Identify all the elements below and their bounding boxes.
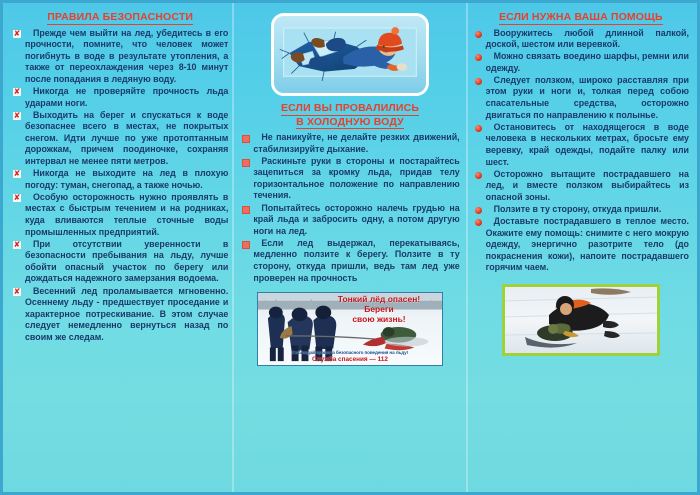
poster-title xyxy=(319,294,439,324)
list-item xyxy=(473,216,689,274)
list-item xyxy=(12,28,228,86)
heading-safety-rules xyxy=(12,11,228,25)
x-mark-icon: ✘ xyxy=(13,86,21,96)
list-item xyxy=(473,75,689,121)
heading-if-help-needed-text: ЕСЛИ НУЖНА ВАША ПОМОЩЬ xyxy=(498,11,663,23)
list-item xyxy=(12,192,228,238)
if-you-fell-through-list xyxy=(240,132,459,284)
red-dot-icon xyxy=(475,207,482,214)
list-item xyxy=(473,169,689,204)
list-item-text: При отсутствии уверенности в безопасности пребывания на льду, лучше обойти опасный участок по берегу или дождаться надежного замерзания водоема. xyxy=(25,238,229,284)
rescue-photo-svg xyxy=(505,287,657,353)
list-item xyxy=(12,239,228,285)
list-item xyxy=(240,156,459,202)
red-square-icon xyxy=(242,241,250,249)
list-item-text: Вооружитесь любой длинной палкой, доской, шестом или веревкой. xyxy=(485,27,689,50)
heading-safety-rules-text: ПРАВИЛА БЕЗОПАСНОСТИ xyxy=(47,11,194,23)
list-item-text: Если лед выдержал, перекатываясь, медленно ползите к берегу. Ползите в ту сторону, откуда пришли, ведь там лед уже проверен на прочность xyxy=(253,237,460,283)
list-item-text: Выходить на берег и спускаться к воде безопаснее всего в местах, не покрытых снегом. Идти лучше по уже протоптанным дорожкам, причем поодиночке, сохраняя интервал не менее пяти метров. xyxy=(25,109,229,167)
list-item-text: Весенний лед проламывается мгновенно. Осеннему льду - предшествует проседание и характерное потрескивание. В этом случае следует немедленно вернуться назад по своим же следам. xyxy=(25,285,229,342)
heading-if-you-fell-through xyxy=(240,102,459,129)
x-mark-icon: ✘ xyxy=(13,286,21,296)
x-mark-icon: ✘ xyxy=(13,110,21,120)
list-item xyxy=(473,204,689,216)
poster-caption-emergency: Служба спасения — 112 xyxy=(312,356,388,364)
red-square-icon xyxy=(242,135,250,143)
list-item-text: Можно связать воедино шарфы, ремни или одежду. xyxy=(485,51,689,73)
poster-title-line3: свою жизнь! xyxy=(352,314,406,325)
list-item xyxy=(240,238,459,284)
list-item-text: Попытайтесь осторожно налечь грудью на край льда и забросить одну, а потом другую ноги на лед. xyxy=(253,202,460,236)
ice-hole-illustration-svg xyxy=(274,16,426,93)
poster-title-line1: Тонкий лёд опасен! xyxy=(337,294,421,305)
list-item-text: Следует ползком, широко расставляя при этом руки и ноги и, толкая перед собою спасательные средства, осторожно двигаться по направлению к полынье. xyxy=(485,74,689,120)
column-if-you-fell-through xyxy=(234,3,465,492)
heading-if-you-fell-line2: В ХОЛОДНУЮ ВОДУ xyxy=(296,115,404,128)
red-square-icon xyxy=(242,206,250,214)
poster-title-line2: Береги xyxy=(364,304,394,315)
column-if-help-needed xyxy=(466,3,697,492)
poster-caption xyxy=(258,350,442,364)
red-dot-icon xyxy=(475,31,482,38)
red-dot-icon xyxy=(475,172,482,179)
list-item-text: Особую осторожность нужно проявлять в местах с быстрым течением и на родниках, куда вливаются теплые сточные воды промышленных предприятий. xyxy=(25,191,229,237)
red-dot-icon xyxy=(475,54,482,61)
red-square-icon xyxy=(242,159,250,167)
help-instructions-list xyxy=(473,28,689,274)
rescuer-pulling-victim-photo xyxy=(502,284,660,356)
list-item-text: Никогда не выходите на лед в плохую погоду: туман, снегопад, а также ночью. xyxy=(25,168,229,190)
list-item-text: Доставьте пострадавшего в теплое место. Окажите ему помощь: снимите с него мокрую одежду, энергично разотрите тело (до покраснения кожи), напоите пострадавшего горячим чаем. xyxy=(485,216,689,273)
list-item-text: Остановитесь от находящегося в воде человека в нескольких метрах, бросьте ему веревку, край одежды, подайте палку или шест. xyxy=(485,121,689,167)
heading-if-help-needed xyxy=(473,11,689,25)
list-item-text: Раскиньте руки в стороны и постарайтесь зацепиться за кромку льда, придав телу горизонтальное положение по направлению течения. xyxy=(253,155,460,201)
list-item-text: Прежде чем выйти на лед, убедитесь в его прочности, помните, что человек может погибнуть в воде в результате утопления, а также от переохлаждения через 8-10 минут после попадания в ледяную воду. xyxy=(25,27,229,84)
safety-rules-list xyxy=(12,28,228,344)
red-dot-icon xyxy=(475,78,482,85)
x-mark-icon: ✘ xyxy=(13,28,21,38)
poster-caption-rules: Соблюдай правила безопасного поведения на льду! xyxy=(291,350,409,356)
list-item xyxy=(12,110,228,168)
list-item xyxy=(473,51,689,74)
thin-ice-warning-poster xyxy=(257,292,443,366)
red-dot-icon xyxy=(475,125,482,132)
list-item xyxy=(473,122,689,168)
list-item-text: Никогда не проверяйте прочность льда ударами ноги. xyxy=(25,85,229,108)
list-item xyxy=(12,286,228,344)
x-mark-icon: ✘ xyxy=(13,192,21,202)
list-item xyxy=(12,168,228,191)
x-mark-icon: ✘ xyxy=(13,169,21,179)
list-item xyxy=(240,203,459,238)
brochure-columns xyxy=(3,3,697,492)
column-safety-rules xyxy=(3,3,234,492)
heading-if-you-fell-line1: ЕСЛИ ВЫ ПРОВАЛИЛИСЬ xyxy=(280,102,420,114)
list-item xyxy=(473,28,689,51)
list-item xyxy=(12,86,228,109)
person-fallen-through-ice-illustration xyxy=(271,13,429,96)
list-item-text: Ползите в ту сторону, откуда пришли. xyxy=(493,203,662,214)
red-dot-icon xyxy=(475,219,482,226)
list-item xyxy=(240,132,459,155)
list-item-text: Осторожно вытащите пострадавшего на лед, и вместе ползком выбирайтесь из опасной зоны. xyxy=(485,168,689,202)
list-item-text: Не паникуйте, не делайте резких движений, стабилизируйте дыхание. xyxy=(253,132,460,154)
x-mark-icon: ✘ xyxy=(13,239,21,249)
